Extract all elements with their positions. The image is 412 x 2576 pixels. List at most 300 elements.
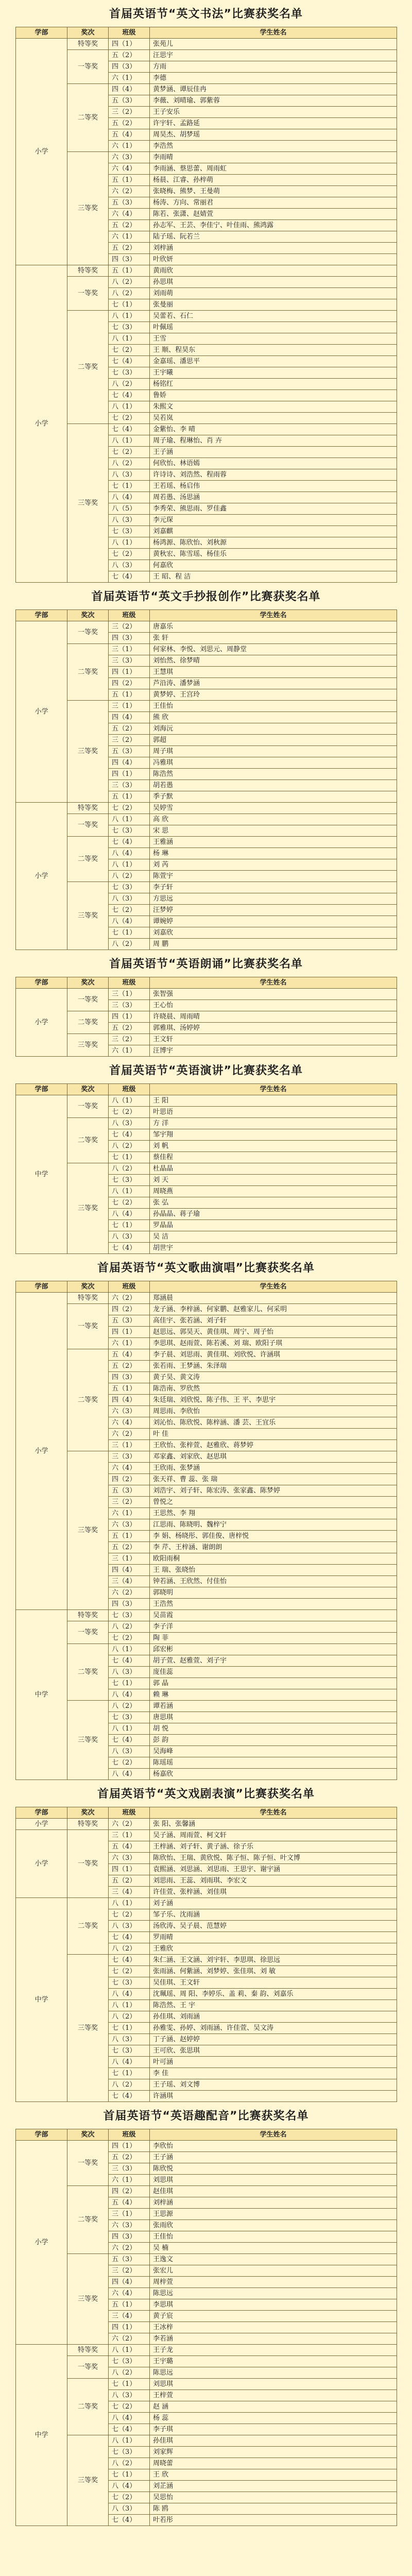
names-cell: 王梓萱: [150, 2390, 397, 2401]
class-cell: 八（1）: [109, 859, 150, 871]
names-cell: 吴海峰: [150, 1746, 397, 1757]
names-cell: 袁熙涵、刘思涵、刘思雨、王思宇、谢宇涵: [150, 1864, 397, 1875]
class-cell: 三（1）: [109, 1830, 150, 1841]
names-cell: 孙佳琪、刘雨涵: [150, 2011, 397, 2023]
names-cell: 吴 楠: [150, 2243, 397, 2254]
prize-cell: 一等奖: [67, 50, 109, 84]
prize-cell: 三等奖: [67, 1701, 109, 1780]
column-header: 学生姓名: [150, 1084, 397, 1095]
class-cell: 八（1）: [109, 311, 150, 322]
class-cell: 六（3）: [109, 1853, 150, 1864]
class-cell: 八（3）: [109, 1746, 150, 1757]
names-cell: 吴若岚: [150, 413, 397, 424]
names-cell: 周若愚、汤思涵: [150, 492, 397, 503]
column-header: 学部: [16, 1807, 67, 1819]
names-cell: 陈浩然: [150, 769, 397, 780]
header-row: [16, 610, 397, 621]
names-cell: 邱宏彬: [150, 1644, 397, 1655]
names-cell: 王子安乐: [150, 107, 397, 118]
names-cell: 唐嘉乐: [150, 621, 397, 633]
names-cell: 江思雨、陈晓明、魏梓宁: [150, 1519, 397, 1531]
class-cell: 五（1）: [109, 175, 150, 186]
school-cell: 中学: [16, 1610, 67, 1780]
class-cell: 八（3）: [109, 1921, 150, 1932]
table-row: [16, 1819, 397, 1830]
column-header: 学生姓名: [150, 2129, 397, 2141]
column-header: 奖次: [67, 977, 109, 989]
names-cell: 邹宇翔: [150, 1129, 397, 1141]
names-cell: 李元琛: [150, 515, 397, 526]
names-cell: 郭超: [150, 735, 397, 746]
names-cell: 王冰梓: [150, 2322, 397, 2333]
table-row: [16, 1304, 397, 1315]
names-cell: 张智强: [150, 989, 397, 1000]
names-cell: 刘浩宇、刘子轩、陈宏涛、张家鑫、陈梦婷: [150, 1485, 397, 1497]
table-row: [16, 50, 397, 61]
table-row: [16, 1118, 397, 1129]
names-cell: 吴思怡: [150, 2492, 397, 2503]
class-cell: 八（4）: [109, 1209, 150, 1220]
table-row: [16, 2345, 397, 2356]
class-cell: 七（3）: [109, 1977, 150, 1989]
names-cell: 胡子萱、赵雅萱、刘子宇: [150, 1655, 397, 1667]
school-cell: 中学: [16, 1095, 67, 1254]
table-row: [16, 1955, 397, 1966]
names-cell: 方 洋: [150, 1118, 397, 1129]
names-cell: 王文轩: [150, 1034, 397, 1045]
names-cell: 王子瑶、刘文博: [150, 2079, 397, 2091]
class-cell: 七（2）: [109, 1757, 150, 1769]
class-cell: 四（1）: [109, 2322, 150, 2333]
names-cell: 杨 琳: [150, 848, 397, 859]
class-cell: 三（3）: [109, 1451, 150, 1463]
class-cell: 六（2）: [109, 1819, 150, 1830]
table-row: [16, 989, 397, 1000]
column-header: 学生姓名: [150, 1281, 397, 1293]
class-cell: 五（2）: [109, 118, 150, 129]
award-section: [15, 590, 397, 950]
column-header: 学生姓名: [150, 610, 397, 621]
class-cell: 八（2）: [109, 2367, 150, 2379]
table-row: [16, 2435, 397, 2447]
names-cell: 刘 芮: [150, 859, 397, 871]
prize-cell: 三等奖: [67, 2254, 109, 2345]
class-cell: 五（4）: [109, 129, 150, 141]
names-cell: 王 昭、程 洁: [150, 571, 397, 583]
class-cell: 七（4）: [109, 2515, 150, 2526]
class-cell: 五（3）: [109, 197, 150, 209]
class-cell: 七（1）: [109, 2379, 150, 2390]
names-cell: 张苑儿: [150, 39, 397, 50]
class-cell: 七（3）: [109, 526, 150, 537]
names-cell: 朱廷瑞、刘欣悦、陈子伟、王 平、李思宇: [150, 1395, 397, 1406]
names-cell: 汪梦婷: [150, 905, 397, 916]
names-cell: 张宏儿: [150, 2265, 397, 2277]
prize-cell: 特等奖: [67, 39, 109, 50]
names-cell: 欧阳雨桐: [150, 1553, 397, 1565]
class-cell: 五（2）: [109, 2152, 150, 2163]
names-cell: 许涵琪: [150, 2091, 397, 2102]
prize-cell: 二等奖: [67, 1011, 109, 1034]
class-cell: 五（4）: [109, 2197, 150, 2209]
class-cell: 六（3）: [109, 1406, 150, 1417]
class-cell: 六（4）: [109, 1463, 150, 1474]
names-cell: 吴子涵、周雨萱、柯文轩: [150, 1830, 397, 1841]
table-row: [16, 2254, 397, 2265]
names-cell: 王 瑞、张晓怡: [150, 1565, 397, 1576]
prize-cell: 一等奖: [67, 1095, 109, 1118]
header-row: [16, 1281, 397, 1293]
names-cell: 王欣怡、张梓萱、赵雅欣、蒋梦婷: [150, 1440, 397, 1451]
class-cell: 四（3）: [109, 2231, 150, 2243]
class-cell: 三（3）: [109, 655, 150, 667]
class-cell: 五（1）: [109, 1531, 150, 1542]
class-cell: 六（1）: [109, 1338, 150, 1349]
column-header: 班级: [109, 1084, 150, 1095]
prize-cell: 特等奖: [67, 1819, 109, 1830]
header-row: [16, 27, 397, 39]
column-header: 班级: [109, 1807, 150, 1819]
class-cell: 四（3）: [109, 1372, 150, 1383]
class-cell: 八（3）: [109, 2034, 150, 2045]
award-section: [15, 1261, 397, 1780]
class-cell: 三（2）: [109, 621, 150, 633]
class-cell: 四（3）: [109, 1599, 150, 1610]
names-cell: 孙佳琪: [150, 2435, 397, 2447]
class-cell: 四（4）: [109, 2277, 150, 2288]
class-cell: 三（2）: [109, 2265, 150, 2277]
class-cell: 七（4）: [109, 1655, 150, 1667]
names-cell: 朱熙文: [150, 401, 397, 413]
prize-cell: 二等奖: [67, 1349, 109, 1451]
names-cell: 王浩然: [150, 1599, 397, 1610]
table-body: [16, 39, 397, 583]
prize-cell: 三等奖: [67, 1451, 109, 1610]
class-cell: 四（1）: [109, 1864, 150, 1875]
names-cell: 杜晶晶: [150, 1163, 397, 1175]
names-cell: 汪博宇: [150, 1045, 397, 1057]
names-cell: 王宇璐: [150, 2356, 397, 2367]
class-cell: 八（2）: [109, 1163, 150, 1175]
prize-cell: 一等奖: [67, 1830, 109, 1898]
names-cell: 彭 韵: [150, 1735, 397, 1746]
class-cell: 七（3）: [109, 2356, 150, 2367]
prize-cell: 三等奖: [67, 1955, 109, 2102]
class-cell: 五（2）: [109, 50, 150, 61]
names-cell: 王 阳: [150, 1095, 397, 1107]
column-header: 学生姓名: [150, 977, 397, 989]
class-cell: 五（1）: [109, 265, 150, 277]
names-cell: 吴婷雪: [150, 803, 397, 814]
class-cell: 六（1）: [109, 231, 150, 243]
class-cell: 六（1）: [109, 73, 150, 84]
class-cell: 五（3）: [109, 2254, 150, 2265]
class-cell: 四（2）: [109, 2186, 150, 2197]
class-cell: 六（3）: [109, 2220, 150, 2231]
class-cell: 七（1）: [109, 299, 150, 311]
class-cell: 五（1）: [109, 1383, 150, 1395]
names-cell: 周 鹏: [150, 939, 397, 950]
class-cell: 六（4）: [109, 1417, 150, 1429]
names-cell: 李德: [150, 73, 397, 84]
class-cell: 五（1）: [109, 791, 150, 803]
class-cell: 四（3）: [109, 633, 150, 644]
class-cell: 八（2）: [109, 1141, 150, 1152]
table-row: [16, 1898, 397, 1909]
prize-cell: 二等奖: [67, 1118, 109, 1163]
class-cell: 六（1）: [109, 1045, 150, 1057]
names-cell: 李雨涵、蔡思蕾、周雨虹: [150, 163, 397, 175]
class-cell: 八（3）: [109, 515, 150, 526]
class-cell: 八（4）: [109, 916, 150, 927]
class-cell: 八（2）: [109, 277, 150, 288]
class-cell: 五（2）: [109, 243, 150, 254]
class-cell: 五（2）: [109, 1542, 150, 1553]
names-cell: 孙思琪: [150, 277, 397, 288]
names-cell: 刘思雨、王蕊、刘雨琪、李宏文: [150, 1875, 397, 1887]
names-cell: 黄雨欣: [150, 265, 397, 277]
class-cell: 七（3）: [109, 367, 150, 379]
section-title: 首届英语节“英文书法”比赛获奖名单: [109, 8, 303, 21]
table-row: [16, 1095, 397, 1107]
names-cell: 高 欣: [150, 814, 397, 825]
names-cell: 王慧琪: [150, 667, 397, 678]
names-cell: 赵 涵: [150, 2401, 397, 2413]
table-row: [16, 311, 397, 322]
class-cell: 七（2）: [109, 2401, 150, 2413]
names-cell: 李浩然: [150, 141, 397, 152]
names-cell: 李若涵: [150, 2333, 397, 2345]
class-cell: 八（4）: [109, 848, 150, 859]
names-cell: 陈瑶瑶: [150, 1757, 397, 1769]
names-cell: 钟若涵、王欣然、付佳怡: [150, 1576, 397, 1587]
class-cell: 四（4）: [109, 757, 150, 769]
class-cell: 八（4）: [109, 1689, 150, 1701]
class-cell: 八（4）: [109, 2057, 150, 2068]
class-cell: 四（2）: [109, 1304, 150, 1315]
table-row: [16, 84, 397, 95]
names-cell: 许晓晨、周雨晴: [150, 1011, 397, 1023]
class-cell: 七（3）: [109, 1175, 150, 1186]
names-cell: 方思远: [150, 893, 397, 905]
class-cell: 八（1）: [109, 2000, 150, 2011]
class-cell: 五（2）: [109, 723, 150, 735]
school-cell: 小学: [16, 803, 67, 950]
class-cell: 六（1）: [109, 1508, 150, 1519]
class-cell: 四（1）: [109, 2141, 150, 2152]
prize-cell: 特等奖: [67, 1610, 109, 1621]
school-cell: 小学: [16, 39, 67, 265]
class-cell: 八（1）: [109, 537, 150, 549]
section-title: 首届英语节“英语演讲”比赛获奖名单: [109, 1064, 303, 1077]
names-cell: 吴蕾若、石仁: [150, 311, 397, 322]
class-cell: 七（4）: [109, 2424, 150, 2435]
class-cell: 六（4）: [109, 209, 150, 220]
names-cell: 王思源: [150, 2209, 397, 2220]
class-cell: 八（3）: [109, 2390, 150, 2401]
award-section: [15, 2109, 397, 2526]
names-cell: 刘雨萌: [150, 288, 397, 299]
header-row: [16, 1084, 397, 1095]
class-cell: 七（1）: [109, 2469, 150, 2481]
names-cell: 孙雅雯、孙婷、刘雨涵、许佳萱、吴文涛: [150, 2023, 397, 2034]
class-cell: 七（3）: [109, 322, 150, 333]
table-row: [16, 1610, 397, 1621]
names-cell: 何欣怡、林语嫣: [150, 458, 397, 469]
names-cell: 李思琪、赵雨萱、陈若溪、刘 瑞、欧阳子琪: [150, 1338, 397, 1349]
prize-cell: 一等奖: [67, 1304, 109, 1349]
prize-cell: 二等奖: [67, 837, 109, 882]
table-row: [16, 1011, 397, 1023]
class-cell: 八（3）: [109, 1118, 150, 1129]
class-cell: 四（4）: [109, 84, 150, 95]
column-header: 奖次: [67, 2129, 109, 2141]
table-body: [16, 2141, 397, 2526]
prize-cell: 二等奖: [67, 2379, 109, 2435]
names-cell: 许宇轩、孟路延: [150, 118, 397, 129]
class-cell: 八（4）: [109, 1989, 150, 2000]
class-cell: 四（2）: [109, 1474, 150, 1485]
column-header: 班级: [109, 1281, 150, 1293]
class-cell: 四（4）: [109, 1565, 150, 1576]
prize-cell: 一等奖: [67, 814, 109, 837]
class-cell: 四（1）: [109, 1011, 150, 1023]
names-cell: 陈浩然、王 宇: [150, 2000, 397, 2011]
names-cell: 张曼丽: [150, 299, 397, 311]
class-cell: 八（1）: [109, 2435, 150, 2447]
prize-cell: 一等奖: [67, 2141, 109, 2186]
class-cell: 七（2）: [109, 413, 150, 424]
award-section: [15, 1064, 397, 1254]
names-cell: 邹子乐、沈雨涵: [150, 1909, 397, 1921]
prize-cell: 一等奖: [67, 621, 109, 644]
names-cell: 张晓梅、熊梦、王曼萌: [150, 186, 397, 197]
class-cell: 八（4）: [109, 2413, 150, 2424]
names-cell: 赵思远、郭昊天、黄佳琪、周宁、周子怡: [150, 1327, 397, 1338]
names-cell: 叶佩瑶: [150, 322, 397, 333]
class-cell: 七（2）: [109, 345, 150, 356]
names-cell: 许诗诗、刘浩然、程雨蓉: [150, 469, 397, 481]
class-cell: 八（2）: [109, 1701, 150, 1712]
class-cell: 七（1）: [109, 1220, 150, 1231]
prize-cell: 一等奖: [67, 277, 109, 311]
class-cell: 六（4）: [109, 2288, 150, 2299]
class-cell: 八（2）: [109, 1943, 150, 1955]
names-cell: 张若雨、王梦涵、朱泽瑞: [150, 1361, 397, 1372]
names-cell: 刘芷涵: [150, 2481, 397, 2492]
names-cell: 李雨晴: [150, 152, 397, 163]
class-cell: 四（4）: [109, 1395, 150, 1406]
section-title: 首届英语节“英文戏剧表演”比赛获奖名单: [97, 1788, 315, 1801]
section-title: 首届英语节“英文歌曲演唱”比赛获奖名单: [97, 1262, 315, 1275]
names-cell: 孙晶晶、蒋子瑜: [150, 1209, 397, 1220]
class-cell: 五（1）: [109, 2299, 150, 2311]
names-cell: 许佳萱、张梓涵、刘佳琪: [150, 1887, 397, 1898]
class-cell: 三（2）: [109, 735, 150, 746]
class-cell: 七（1）: [109, 1152, 150, 1163]
prize-cell: 二等奖: [67, 1898, 109, 1955]
class-cell: 七（2）: [109, 1633, 150, 1644]
prize-cell: 三等奖: [67, 1163, 109, 1254]
class-cell: 八（1）: [109, 435, 150, 447]
class-cell: 八（4）: [109, 2481, 150, 2492]
section-title: 首届英语节“英语朗诵”比赛获奖名单: [109, 958, 303, 971]
class-cell: 三（4）: [109, 1887, 150, 1898]
class-cell: 八（2）: [109, 379, 150, 390]
names-cell: 张 弘: [150, 1197, 397, 1209]
names-cell: 芦沿涛、潘梦涵: [150, 678, 397, 689]
school-cell: 小学: [16, 265, 67, 583]
class-cell: 三（1）: [109, 1440, 150, 1451]
class-cell: 五（3）: [109, 1315, 150, 1327]
class-cell: 八（2）: [109, 2458, 150, 2469]
class-cell: 八（2）: [109, 288, 150, 299]
names-cell: 何嘉欣: [150, 560, 397, 571]
class-cell: 三（3）: [109, 2163, 150, 2175]
prize-cell: 三等奖: [67, 882, 109, 950]
names-cell: 刘怡然、徐梦晴: [150, 655, 397, 667]
award-page: [0, 7, 412, 2526]
table-body: [16, 1819, 397, 2102]
class-cell: 七（2）: [109, 905, 150, 916]
table-header: [16, 610, 397, 621]
award-section: [15, 957, 397, 1057]
column-header: 学部: [16, 27, 67, 39]
names-cell: 周子瑜、程琳怡、肖 卉: [150, 435, 397, 447]
class-cell: 三（3）: [109, 1000, 150, 1011]
award-table: [15, 2129, 397, 2526]
class-cell: 七（2）: [109, 1909, 150, 1921]
names-cell: 郭晓明: [150, 1587, 397, 1599]
class-cell: 三（4）: [109, 1576, 150, 1587]
names-cell: 汪思宇: [150, 50, 397, 61]
names-cell: 李秀荣、熊思雨、罗佳鑫: [150, 503, 397, 515]
class-cell: 三（1）: [109, 701, 150, 712]
prize-cell: 二等奖: [67, 84, 109, 152]
names-cell: 李子洋: [150, 1621, 397, 1633]
names-cell: 刘 帆: [150, 1141, 397, 1152]
names-cell: 郑涵晨: [150, 1293, 397, 1304]
table-row: [16, 837, 397, 848]
names-cell: 龙子涵、李梓涵、何家鹏、赵雅家儿、何采明: [150, 1304, 397, 1315]
names-cell: 黄梦涵、谭辰佳冉: [150, 84, 397, 95]
names-cell: 陈思远: [150, 2367, 397, 2379]
names-cell: 王雅欣: [150, 1943, 397, 1955]
table-row: [16, 424, 397, 435]
class-cell: 六（2）: [109, 1587, 150, 1599]
class-cell: 七（4）: [109, 1243, 150, 1254]
names-cell: 孙志军、王芸、李佳宁、叶佳雨、熊鸿露: [150, 220, 397, 231]
class-cell: 五（3）: [109, 746, 150, 757]
class-cell: 四（1）: [109, 1327, 150, 1338]
class-cell: 八（1）: [109, 1186, 150, 1197]
names-cell: 赖 琳: [150, 1689, 397, 1701]
names-cell: 胡 悦: [150, 1723, 397, 1735]
class-cell: 七（4）: [109, 1735, 150, 1746]
names-cell: 刘思琪: [150, 2379, 397, 2390]
names-cell: 周昊杰、胡梦瑶: [150, 129, 397, 141]
names-cell: 刘梓涵: [150, 243, 397, 254]
class-cell: 八（4）: [109, 492, 150, 503]
table-row: [16, 277, 397, 288]
class-cell: 七（3）: [109, 2045, 150, 2057]
table-row: [16, 882, 397, 893]
names-cell: 宋 思: [150, 825, 397, 837]
names-cell: 陶 菲: [150, 1633, 397, 1644]
class-cell: 六（1）: [109, 2175, 150, 2186]
names-cell: 王欣雨、张梦涵: [150, 1463, 397, 1474]
table-row: [16, 2379, 397, 2390]
